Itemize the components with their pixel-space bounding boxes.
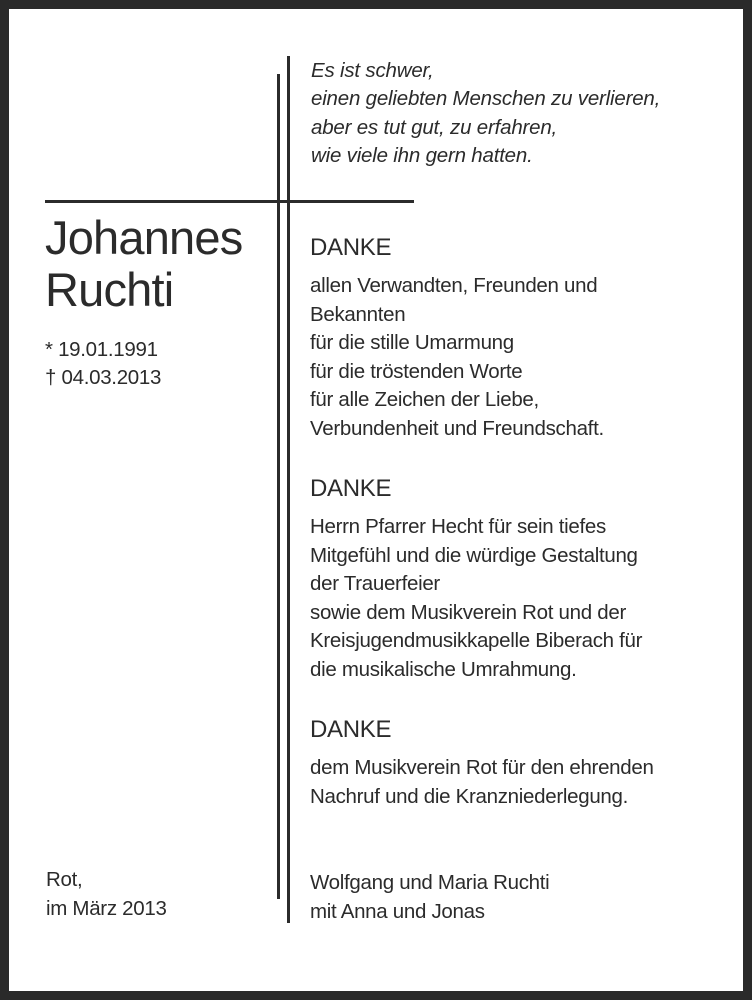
place-and-date <box>46 866 167 923</box>
date: im März 2013 <box>46 896 167 920</box>
body-line: für alle Zeichen der Liebe, <box>310 388 539 412</box>
body-line: für die stille Umarmung <box>310 331 514 355</box>
deceased-name <box>45 212 242 316</box>
body-line: Nachruf und die Kranzniederlegung. <box>310 784 629 808</box>
birth-date: * 19.01.1991 <box>45 338 158 361</box>
body-line: Mitgefühl und die würdige Gestaltung <box>310 543 638 567</box>
section-body <box>310 754 654 811</box>
place: Rot, <box>46 868 83 891</box>
quote-line: einen geliebten Menschen zu verlieren, <box>311 87 661 111</box>
body-line: Verbundenheit und Freundschaft. <box>310 416 604 440</box>
section-body <box>310 513 642 685</box>
first-name: Johannes <box>45 211 243 264</box>
quote-line: Es ist schwer, <box>311 59 434 82</box>
section-title: DANKE <box>310 234 392 261</box>
quote-line: wie viele ihn gern hatten. <box>311 143 533 167</box>
last-name: Ruchti <box>45 263 174 316</box>
signature-line: mit Anna und Jonas <box>310 899 485 923</box>
memorial-quote <box>311 57 660 170</box>
body-line: für die tröstenden Worte <box>310 359 523 383</box>
section-title: DANKE <box>310 475 392 502</box>
body-line: Herrn Pfarrer Hecht für sein tiefes <box>310 515 606 538</box>
life-dates <box>45 336 161 392</box>
cross-horizontal-line <box>45 200 414 203</box>
body-line: sowie dem Musikverein Rot und der <box>310 600 626 624</box>
family-signature <box>310 869 549 926</box>
section-title: DANKE <box>310 716 392 743</box>
body-line: Kreisjugendmusikkapelle Biberach für <box>310 629 643 653</box>
quote-line: aber es tut gut, zu erfahren, <box>311 115 558 139</box>
cross-vertical-line-left <box>277 74 280 899</box>
body-line: allen Verwandten, Freunden und <box>310 274 598 297</box>
cross-vertical-line-right <box>287 56 290 923</box>
body-line: dem Musikverein Rot für den ehrenden <box>310 756 654 779</box>
section-body <box>310 272 604 444</box>
body-line: Bekannten <box>310 302 406 326</box>
body-line: der Trauerfeier <box>310 572 440 596</box>
death-date: † 04.03.2013 <box>45 366 162 389</box>
thanks-section-music-club <box>310 716 654 811</box>
thanks-section-relatives <box>310 234 604 444</box>
signature-line: Wolfgang und Maria Ruchti <box>310 871 550 894</box>
body-line: die musikalische Umrahmung. <box>310 657 577 681</box>
thanks-section-pastor <box>310 475 642 685</box>
